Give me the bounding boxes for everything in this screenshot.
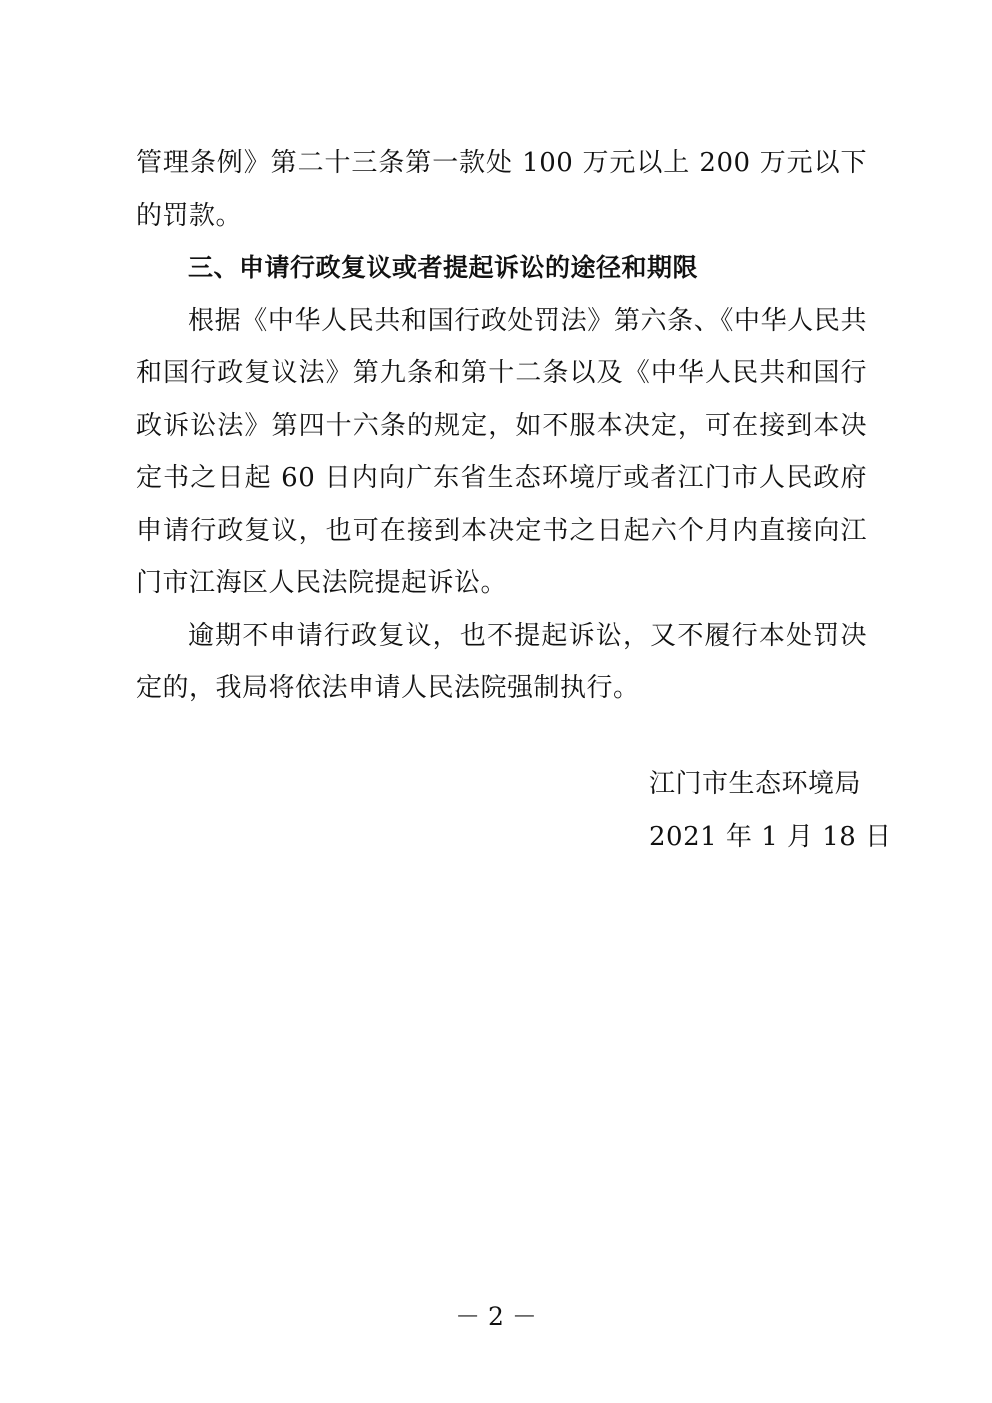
section-heading: 三、申请行政复议或者提起诉讼的途径和期限 xyxy=(188,253,699,282)
issuer-name: 江门市生态环境局 xyxy=(649,769,862,799)
appeal-rights-paragraph: 根据《中华人民共和国行政处罚法》第六条、《中华人民共和国行政复议法》第九条和第十二条以及《中华人民共和国行政诉讼法》第四十六条的规定，如不服本决定，可在接到本决定书之日起 60 日内向广东省生态环境厅或者江门市人民政府申请行政复议，也可在接到本决定书之日起六个月内直接向江门市江海区人民法院提起诉讼。 xyxy=(136,305,867,598)
document-body xyxy=(136,137,867,715)
page-number: － 2 － xyxy=(455,1302,537,1331)
continuation-paragraph: 管理条例》第二十三条第一款处 100 万元以上 200 万元以下的罚款。 xyxy=(136,148,867,231)
issue-date: 2021 年 1 月 18 日 xyxy=(649,822,892,852)
enforcement-paragraph: 逾期不申请行政复议，也不提起诉讼，又不履行本处罚决定的，我局将依法申请人民法院强制执行。 xyxy=(136,620,867,703)
signature-block xyxy=(649,758,892,864)
